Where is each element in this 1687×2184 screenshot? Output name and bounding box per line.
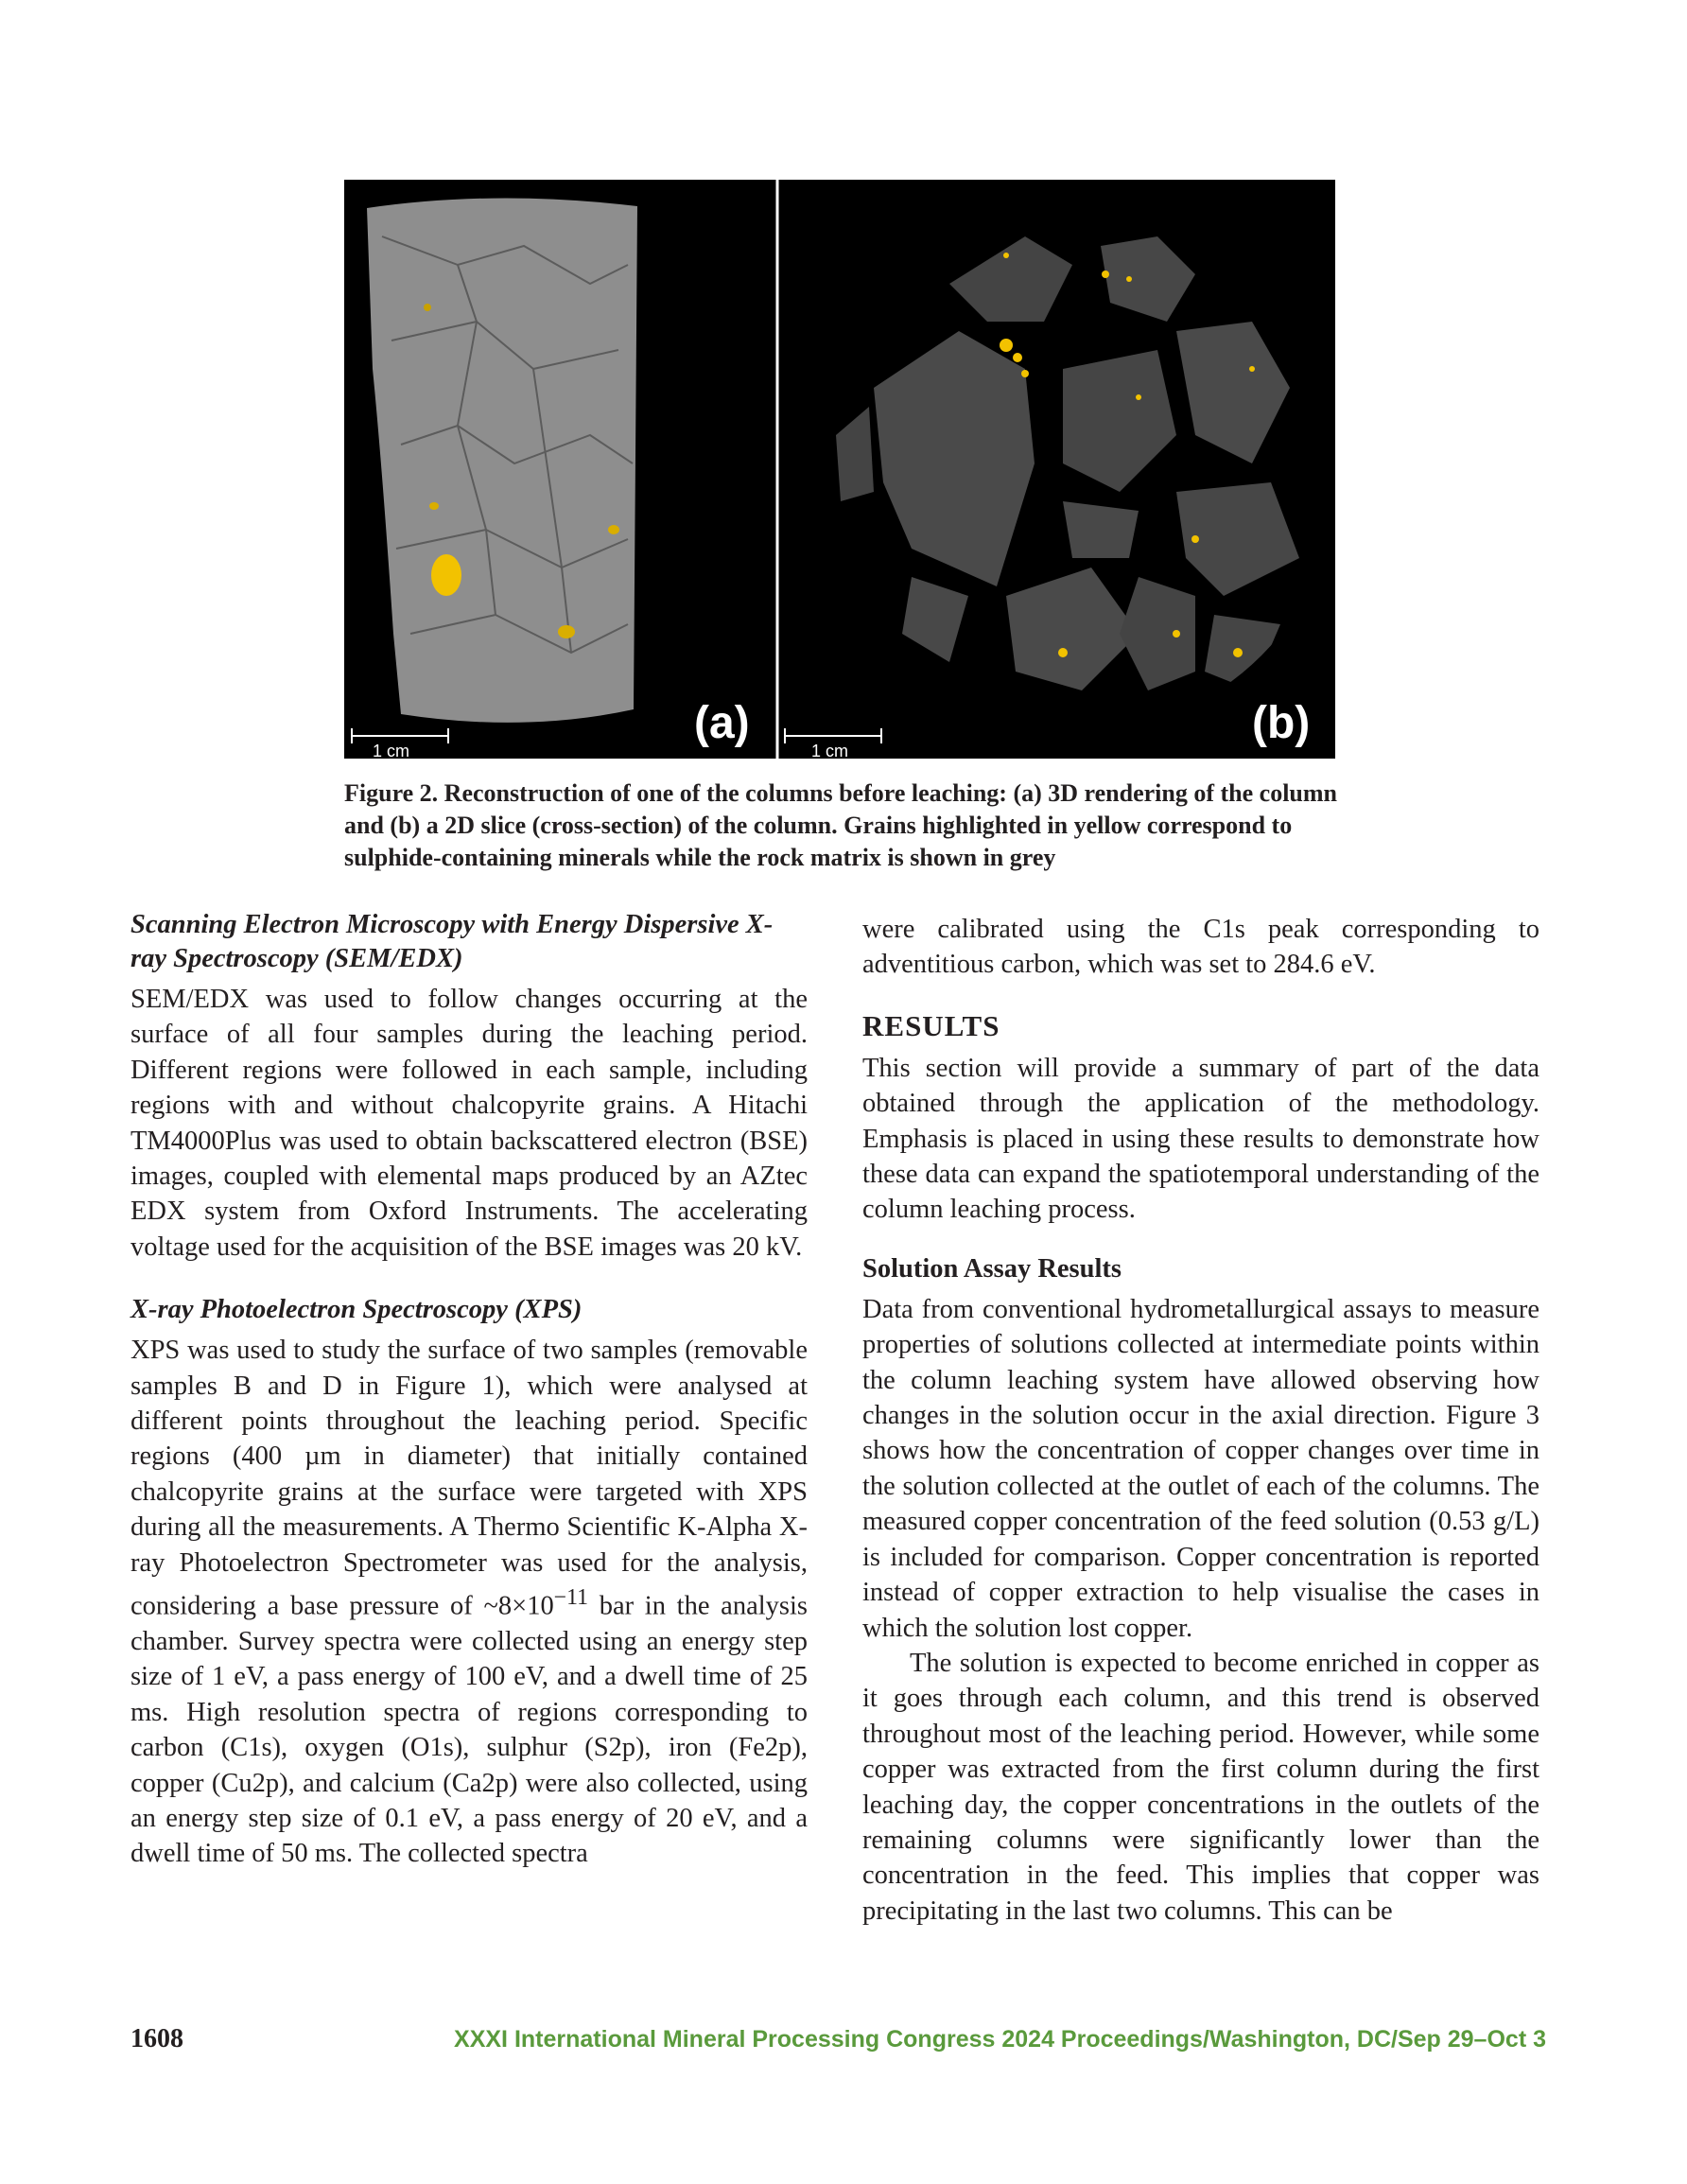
- calibration-paragraph: were calibrated using the C1s peak corresponding to adventitious carbon, which was set to 284.6 eV.: [862, 915, 1539, 980]
- results-intro-paragraph: This section will provide a summary of part of the data obtained through the application of the methodology. Emphasis is placed in using these results to demonstrate how these data can expand the spatiotemporal understanding of the column leaching process.: [862, 1053, 1539, 1225]
- solution-assay-heading: Solution Assay Results: [862, 1253, 1122, 1284]
- sem-edx-paragraph: SEM/EDX was used to follow changes occurring at the surface of all four samples during the leaching period. Different regions were followed in each sample, including regions with and without chalcopyrite grains. A Hitachi TM4000Plus was used to obtain backscattered electron (BSE) images, coupled with elemental maps produced by an AZtec EDX system from Oxford Instruments. The accelerating voltage used for the acquisition of the BSE images was 20 kV.: [130, 985, 808, 1262]
- figure-caption: Figure 2. Reconstruction of one of the columns before leaching: (a) 3D rendering of the column and (b) a 2D slice (cross-section) of the column. Grains highlighted in yellow correspond to sulphide-containing minerals while the rock matrix is shown in grey: [344, 779, 1338, 871]
- running-title: XXXI International Mineral Processing Congress 2024 Proceedings/Washington, DC/Sep 29–Oct 3: [454, 2026, 1546, 2053]
- scale-bar-b-label: 1 cm: [811, 742, 849, 759]
- sem-edx-heading: Scanning Electron Microscopy with Energy Dispersive X-ray Spectroscopy (SEM/EDX): [130, 910, 774, 973]
- figure-2-image: [344, 180, 1335, 759]
- results-heading: RESULTS: [862, 1008, 1000, 1042]
- xps-heading: X-ray Photoelectron Spectroscopy (XPS): [130, 1295, 583, 1325]
- panel-a-label: (a): [694, 698, 750, 748]
- panel-a-3d-rendering: [352, 198, 750, 759]
- solution-assay-paragraph: Data from conventional hydrometallurgical assays to measure properties of solutions collected at intermediate points within the column leaching system have allowed observing how changes in the solution occur in the axial direction. Figure 3 shows how the concentration of copper changes over time in the solution collected at the outlet of each of the columns. The measured copper concentration of the feed solution (0.53 g/L) is included for comparison. Copper concentration is reported instead of copper extraction to help visualise the cases in which the solution lost copper.: [862, 1294, 1539, 1643]
- right-column: [862, 912, 1539, 1929]
- left-column: [130, 908, 808, 1872]
- page-footer: [130, 2024, 1546, 2062]
- xps-paragraph: XPS was used to study the surface of two samples (removable samples B and D in Figure 1), which were analysed at different points throughout the leaching period. Specific regions (400 µm in diameter) that initially contained chalcopyrite grains at the surface were targeted with XPS during all the measurements. A Thermo Scientific K-Alpha X-ray Photoelectron Spectrometer was used for the analysis, considering a base pressure of $\sim 8\times 10^{-11}$ bar in the analysis chamber. Survey spectra were collected using an energy step size of 1 eV, a pass energy of 100 eV, and a dwell time of 25 ms. High resolution spectra of regions corresponding to carbon (C1s), oxygen (O1s), sulphur (S2p), iron (Fe2p), copper (Cu2p), and calcium (Ca2p) were also collected, using an energy step size of 0.1 eV, a pass energy of 20 eV, and a dwell time of 50 ms. The collected spectra: [130, 1336, 808, 1869]
- page-number: 1608: [130, 2024, 183, 2053]
- panel-b-label: (b): [1252, 698, 1311, 748]
- exponent: −11: [553, 1585, 588, 1611]
- scale-bar-a-label: 1 cm: [373, 742, 410, 759]
- panel-b-cross-section: [785, 236, 1310, 759]
- copper-trend-paragraph: The solution is expected to become enriched in copper as it goes through each column, and this trend is observed throughout most of the leaching period. However, while some copper was extracted from the first column during the first leaching day, the copper concentrations in the outlets of the remaining columns were significantly lower than the concentration in the feed. This implies that copper was precipitating in the last two columns. This can be: [862, 1648, 1539, 1926]
